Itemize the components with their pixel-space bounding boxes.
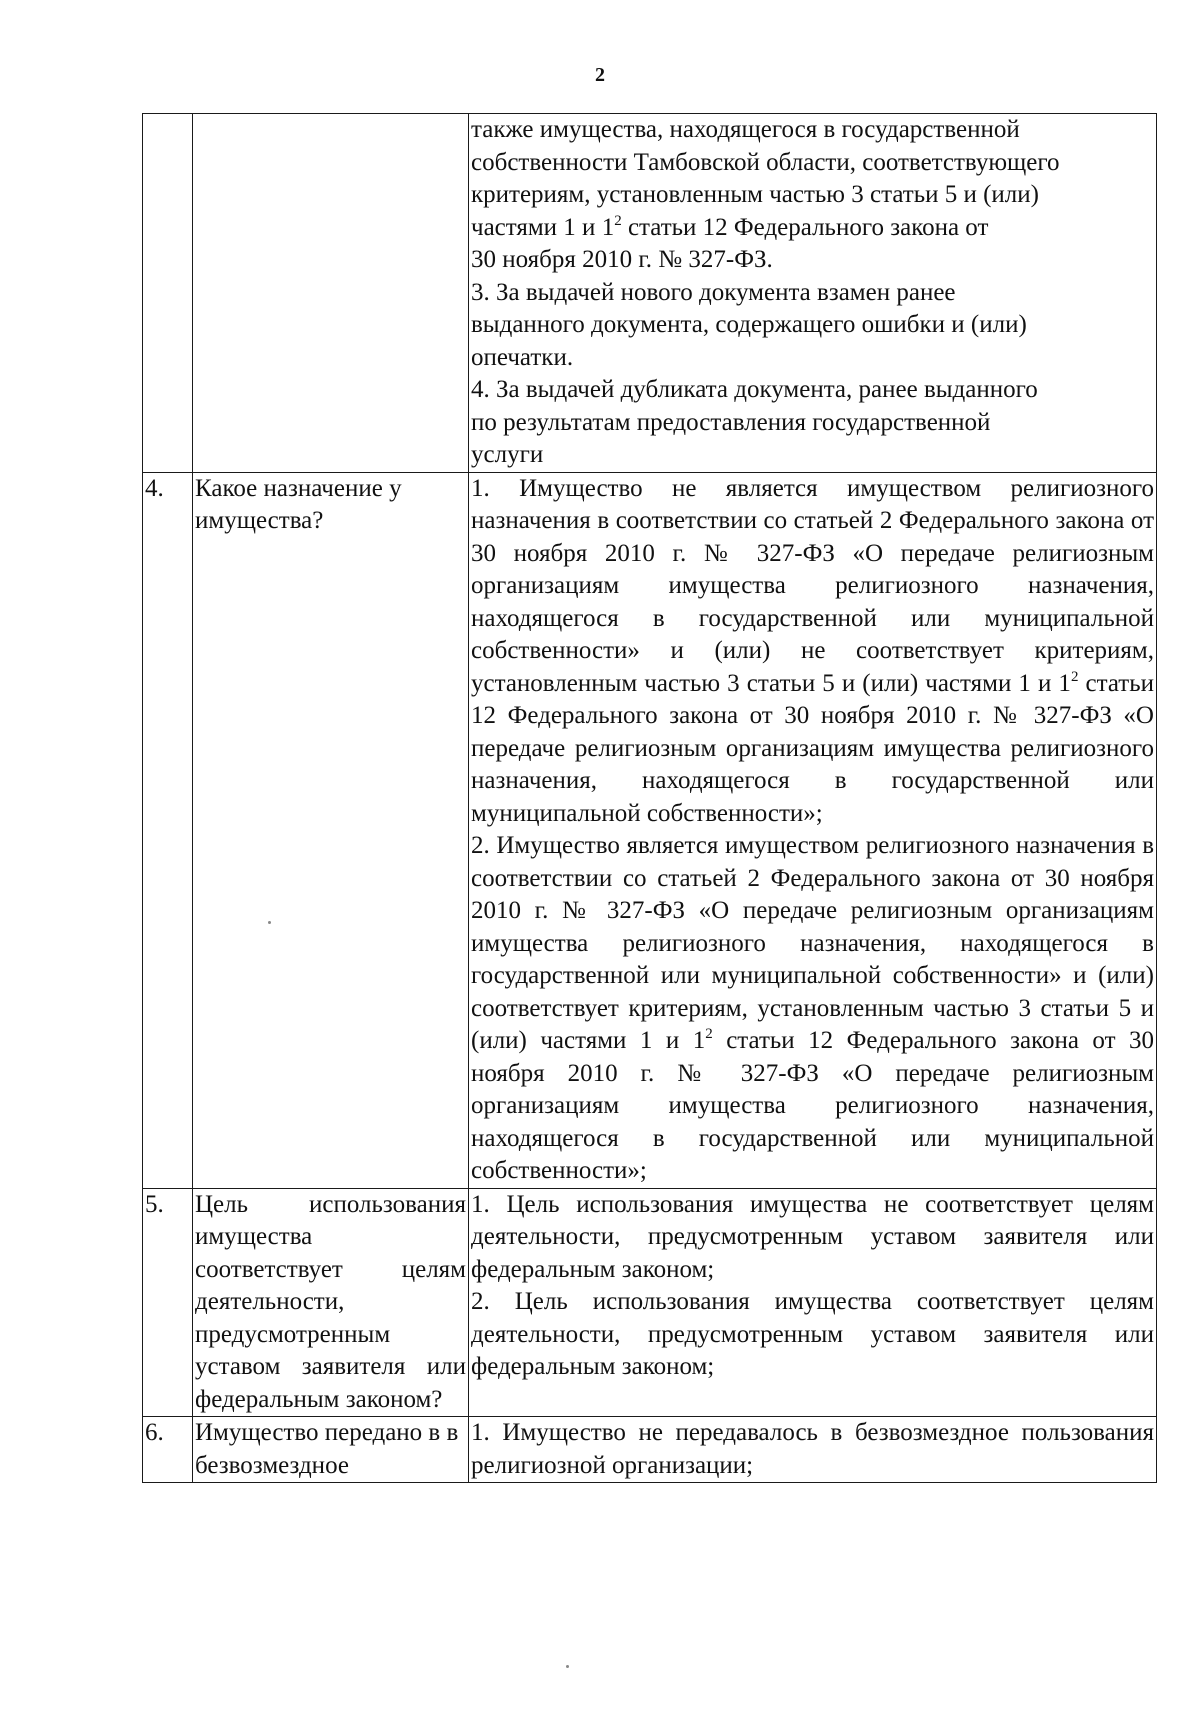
table-row-5 xyxy=(143,1188,1157,1417)
answer-option-1 xyxy=(471,473,1154,831)
answer-text: 1. Имущество не является имуществом религиозного назначения в соответствии со статьей 2 Федерального закона от 30 ноября 2010 г. № 327-ФЗ «О передаче религиозным организациям имущества религиозного назначения, находящегося в государственной или муниципальной собственности» и (или) не соответствует критериям, установленным частью 3 статьи 5 и (или) частями 1 и 1 xyxy=(471,474,1154,697)
page-number: 2 xyxy=(595,64,605,86)
scan-speck xyxy=(566,1665,569,1668)
answer-option-2: 2. Цель использования имущества соответствует целям деятельности, предусмотренным уставом заявителя или федеральным законом; xyxy=(471,1288,1154,1380)
answer-line: по результатам предоставления государственной xyxy=(471,408,991,436)
row-question: Цель использования имущества соответствует целям деятельности, предусмотренным уставом заявителя или федеральным законом? xyxy=(193,1188,469,1417)
table-row-continuation xyxy=(143,114,1157,473)
answer-line xyxy=(471,212,1154,245)
answer-line: 4. За выдачей дубликата документа, ранее выданного xyxy=(471,376,1038,403)
row-number: 4. xyxy=(143,472,193,1188)
row-number xyxy=(143,114,193,473)
row-answers xyxy=(469,114,1157,473)
row-answers xyxy=(469,1188,1157,1417)
answer-line: 30 ноября 2010 г. № 327-ФЗ. xyxy=(471,246,773,273)
answer-text: 2. Имущество является имуществом религиозного назначения в соответствии со статьей 2 Федерального закона от 30 ноября 2010 г. № 327-ФЗ «О передаче религиозным организациям имущества религиозного назначения, находящегося в государственной или муниципальной собственности» и (или) соответствует критериям, установленным частью 3 статьи 5 и (или) частями 1 и 1 xyxy=(471,832,1154,1054)
answer-line: также имущества, находящегося в государственной xyxy=(471,116,1020,143)
row-question xyxy=(193,114,469,473)
answer-line: критериям, установленным частью 3 статьи 5 и (или) xyxy=(471,181,1039,208)
superscript: 2 xyxy=(614,212,622,229)
criteria-table xyxy=(142,113,1157,1483)
table-row-6 xyxy=(143,1417,1157,1483)
answer-line: 3. За выдачей нового документа взамен ранее xyxy=(471,278,956,306)
answer-text: частями 1 и 1 xyxy=(471,213,615,241)
table-row-4 xyxy=(143,472,1157,1188)
answer-option-1: 1. Цель использования имущества не соответствует целям деятельности, предусмотренным уставом заявителя или федеральным законом; xyxy=(471,1190,1154,1283)
answer-option-2 xyxy=(471,830,1154,1188)
answer-line: услуги xyxy=(471,441,544,468)
answer-text: статьи 12 Федерального закона от 30 ноября 2010 г. № 327-ФЗ «О передаче религиозным организациям имущества религиозного назначения, находящегося в государственной или муниципальной собственности»; xyxy=(471,669,1154,827)
row-question: Имущество передано в в безвозмездное xyxy=(193,1417,469,1483)
answer-text: статьи 12 Федерального закона от xyxy=(621,213,989,241)
answer-line: собственности Тамбовской области, соответствующего xyxy=(471,148,1060,176)
answer-option-1: 1. Имущество не передавалось в безвозмездное пользования религиозной организации; xyxy=(471,1419,1154,1479)
row-question: Какое назначение у имущества? xyxy=(193,472,469,1188)
answer-line: выданного документа, содержащего ошибки и (или) xyxy=(471,311,1027,338)
answer-text: статьи 12 Федерального закона от 30 ноября 2010 г. № 327-ФЗ «О передаче религиозным организациям имущества религиозного назначения, находящегося в государственной или муниципальной собственности»; xyxy=(471,1027,1154,1184)
row-number: 5. xyxy=(143,1188,193,1417)
row-answers xyxy=(469,1417,1157,1483)
superscript: 2 xyxy=(705,1026,713,1042)
row-number: 6. xyxy=(143,1417,193,1483)
answer-line: опечатки. xyxy=(471,343,574,371)
superscript: 2 xyxy=(1070,668,1079,685)
row-answers xyxy=(469,472,1157,1188)
